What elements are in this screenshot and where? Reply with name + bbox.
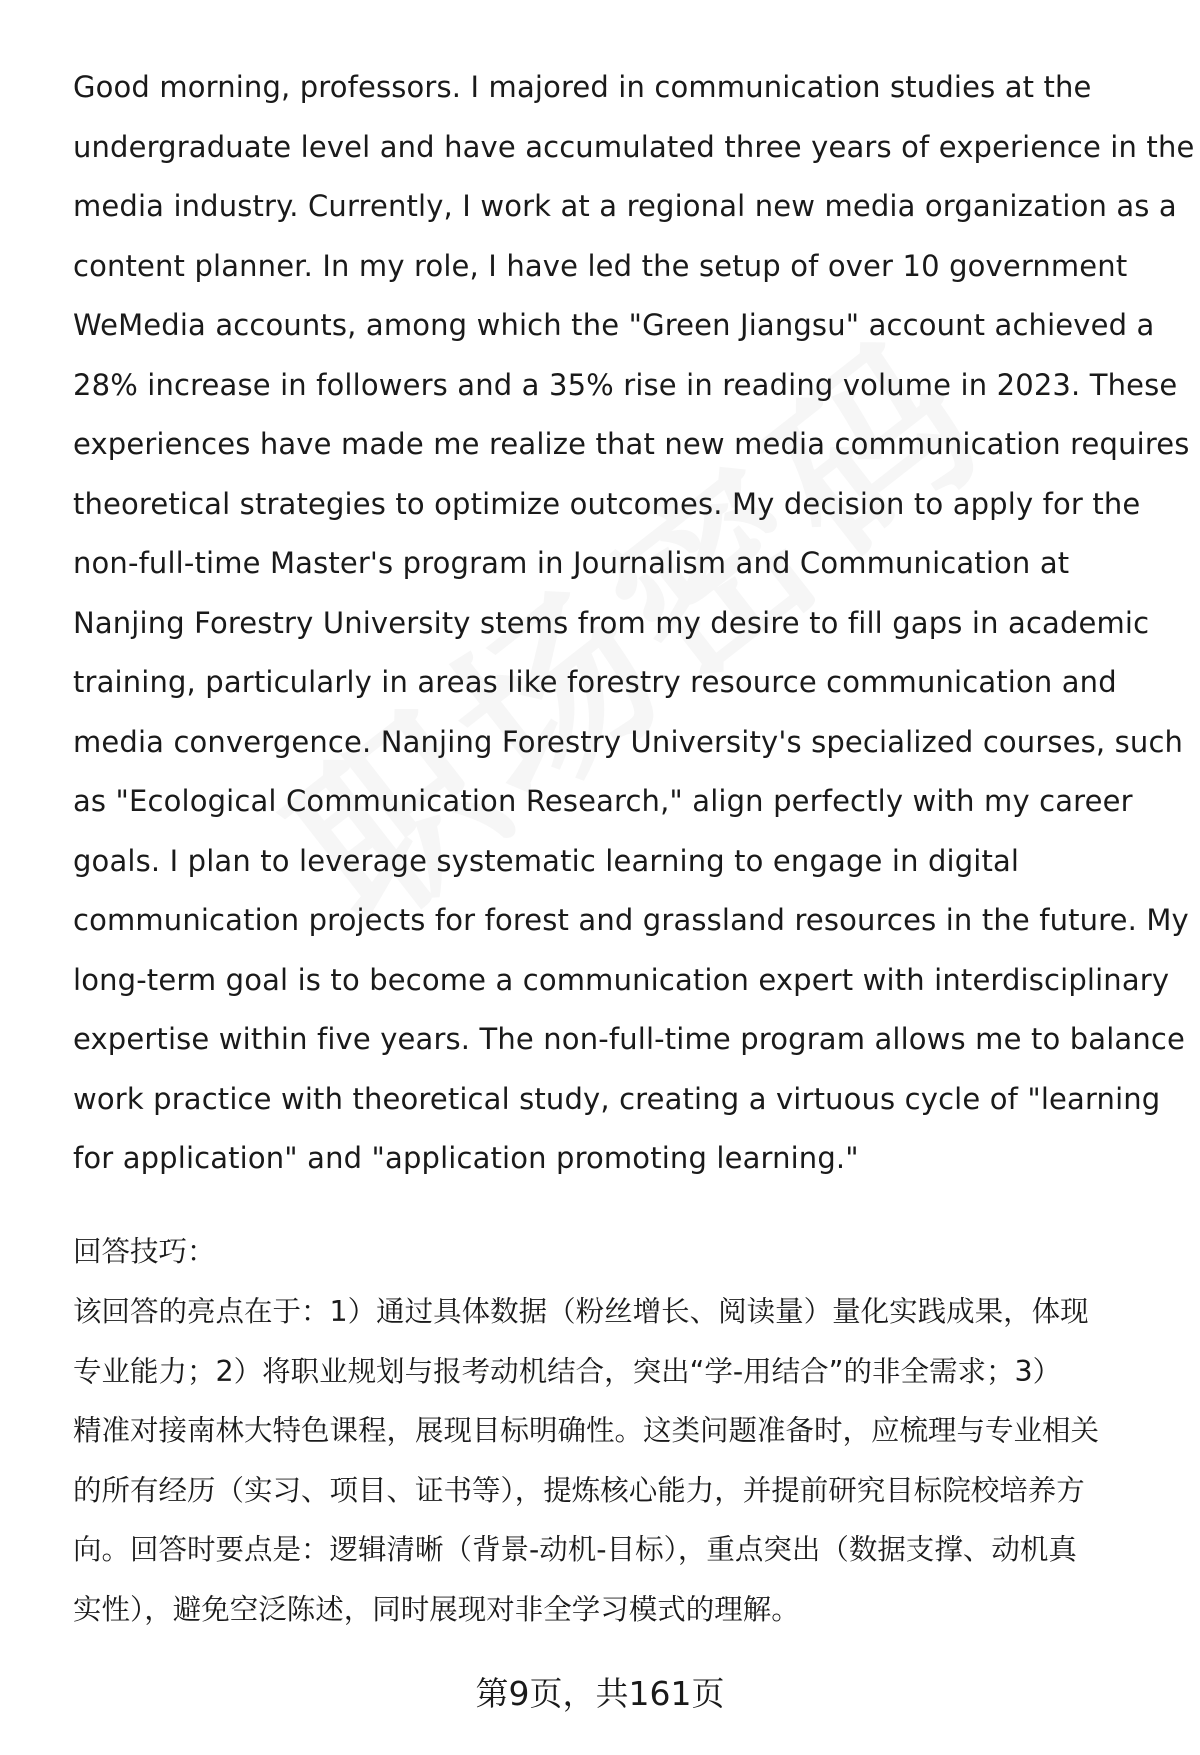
tips-paragraph: [73, 1282, 1163, 1639]
answer-line: non-full-time Master's program in Journalism and Communication at: [73, 546, 1070, 580]
answer-line: communication projects for forest and grassland resources in the future. My: [73, 903, 1189, 937]
answer-line: long-term goal is to become a communication expert with interdisciplinary: [73, 962, 1170, 997]
answer-line: Nanjing Forestry University stems from my desire to fill gaps in academic: [73, 605, 1150, 640]
answer-line: for application" and "application promoting learning.": [73, 1141, 859, 1175]
answer-line: goals. I plan to leverage systematic learning to engage in digital: [73, 843, 1020, 878]
answer-paragraph: [73, 58, 1195, 1189]
answer-line: training, particularly in areas like forestry resource communication and: [73, 665, 1117, 699]
answer-line: as "Ecological Communication Research," align perfectly with my career: [73, 784, 1133, 818]
tips-line: 该回答的亮点在于：1）通过具体数据（粉丝增长、阅读量）量化实践成果，体现: [73, 1295, 1089, 1328]
tips-line: 的所有经历（实习、项目、证书等），提炼核心能力，并提前研究目标院校培养方: [73, 1473, 1085, 1507]
tips-line: 专业能力；2）将职业规划与报考动机结合，突出“学-用结合”的非全需求；3）: [73, 1354, 1062, 1388]
tips-line: 向。回答时要点是：逻辑清晰（背景-动机-目标），重点突出（数据支撑、动机真: [73, 1533, 1077, 1566]
answer-line: work practice with theoretical study, creating a virtuous cycle of "learning: [73, 1081, 1161, 1116]
page-number-footer: 第9页，共161页: [475, 1674, 725, 1713]
answer-line: experiences have made me realize that new media communication requires: [73, 427, 1190, 461]
answer-line: media industry. Currently, I work at a regional new media organization as a: [73, 189, 1177, 223]
answer-line: WeMedia accounts, among which the "Green Jiangsu" account achieved a: [73, 308, 1155, 342]
tips-line: 精准对接南林大特色课程，展现目标明确性。这类问题准备时，应梳理与专业相关: [73, 1414, 1100, 1447]
answer-line: media convergence. Nanjing Forestry University's specialized courses, such: [73, 724, 1184, 759]
tips-heading: 回答技巧：: [73, 1235, 216, 1268]
answer-line: 28% increase in followers and a 35% rise in reading volume in 2023. These: [73, 367, 1178, 402]
answer-line: content planner. In my role, I have led the setup of over 10 government: [73, 248, 1128, 283]
tips-line: 实性），避免空泛陈述，同时展现对非全学习模式的理解。: [73, 1592, 800, 1626]
answer-line: theoretical strategies to optimize outcomes. My decision to apply for the: [73, 486, 1141, 521]
answer-line: Good morning, professors. I majored in communication studies at the: [73, 70, 1092, 104]
answer-line: undergraduate level and have accumulated three years of experience in the: [73, 129, 1195, 164]
answer-line: expertise within five years. The non-full-time program allows me to balance: [73, 1022, 1185, 1056]
